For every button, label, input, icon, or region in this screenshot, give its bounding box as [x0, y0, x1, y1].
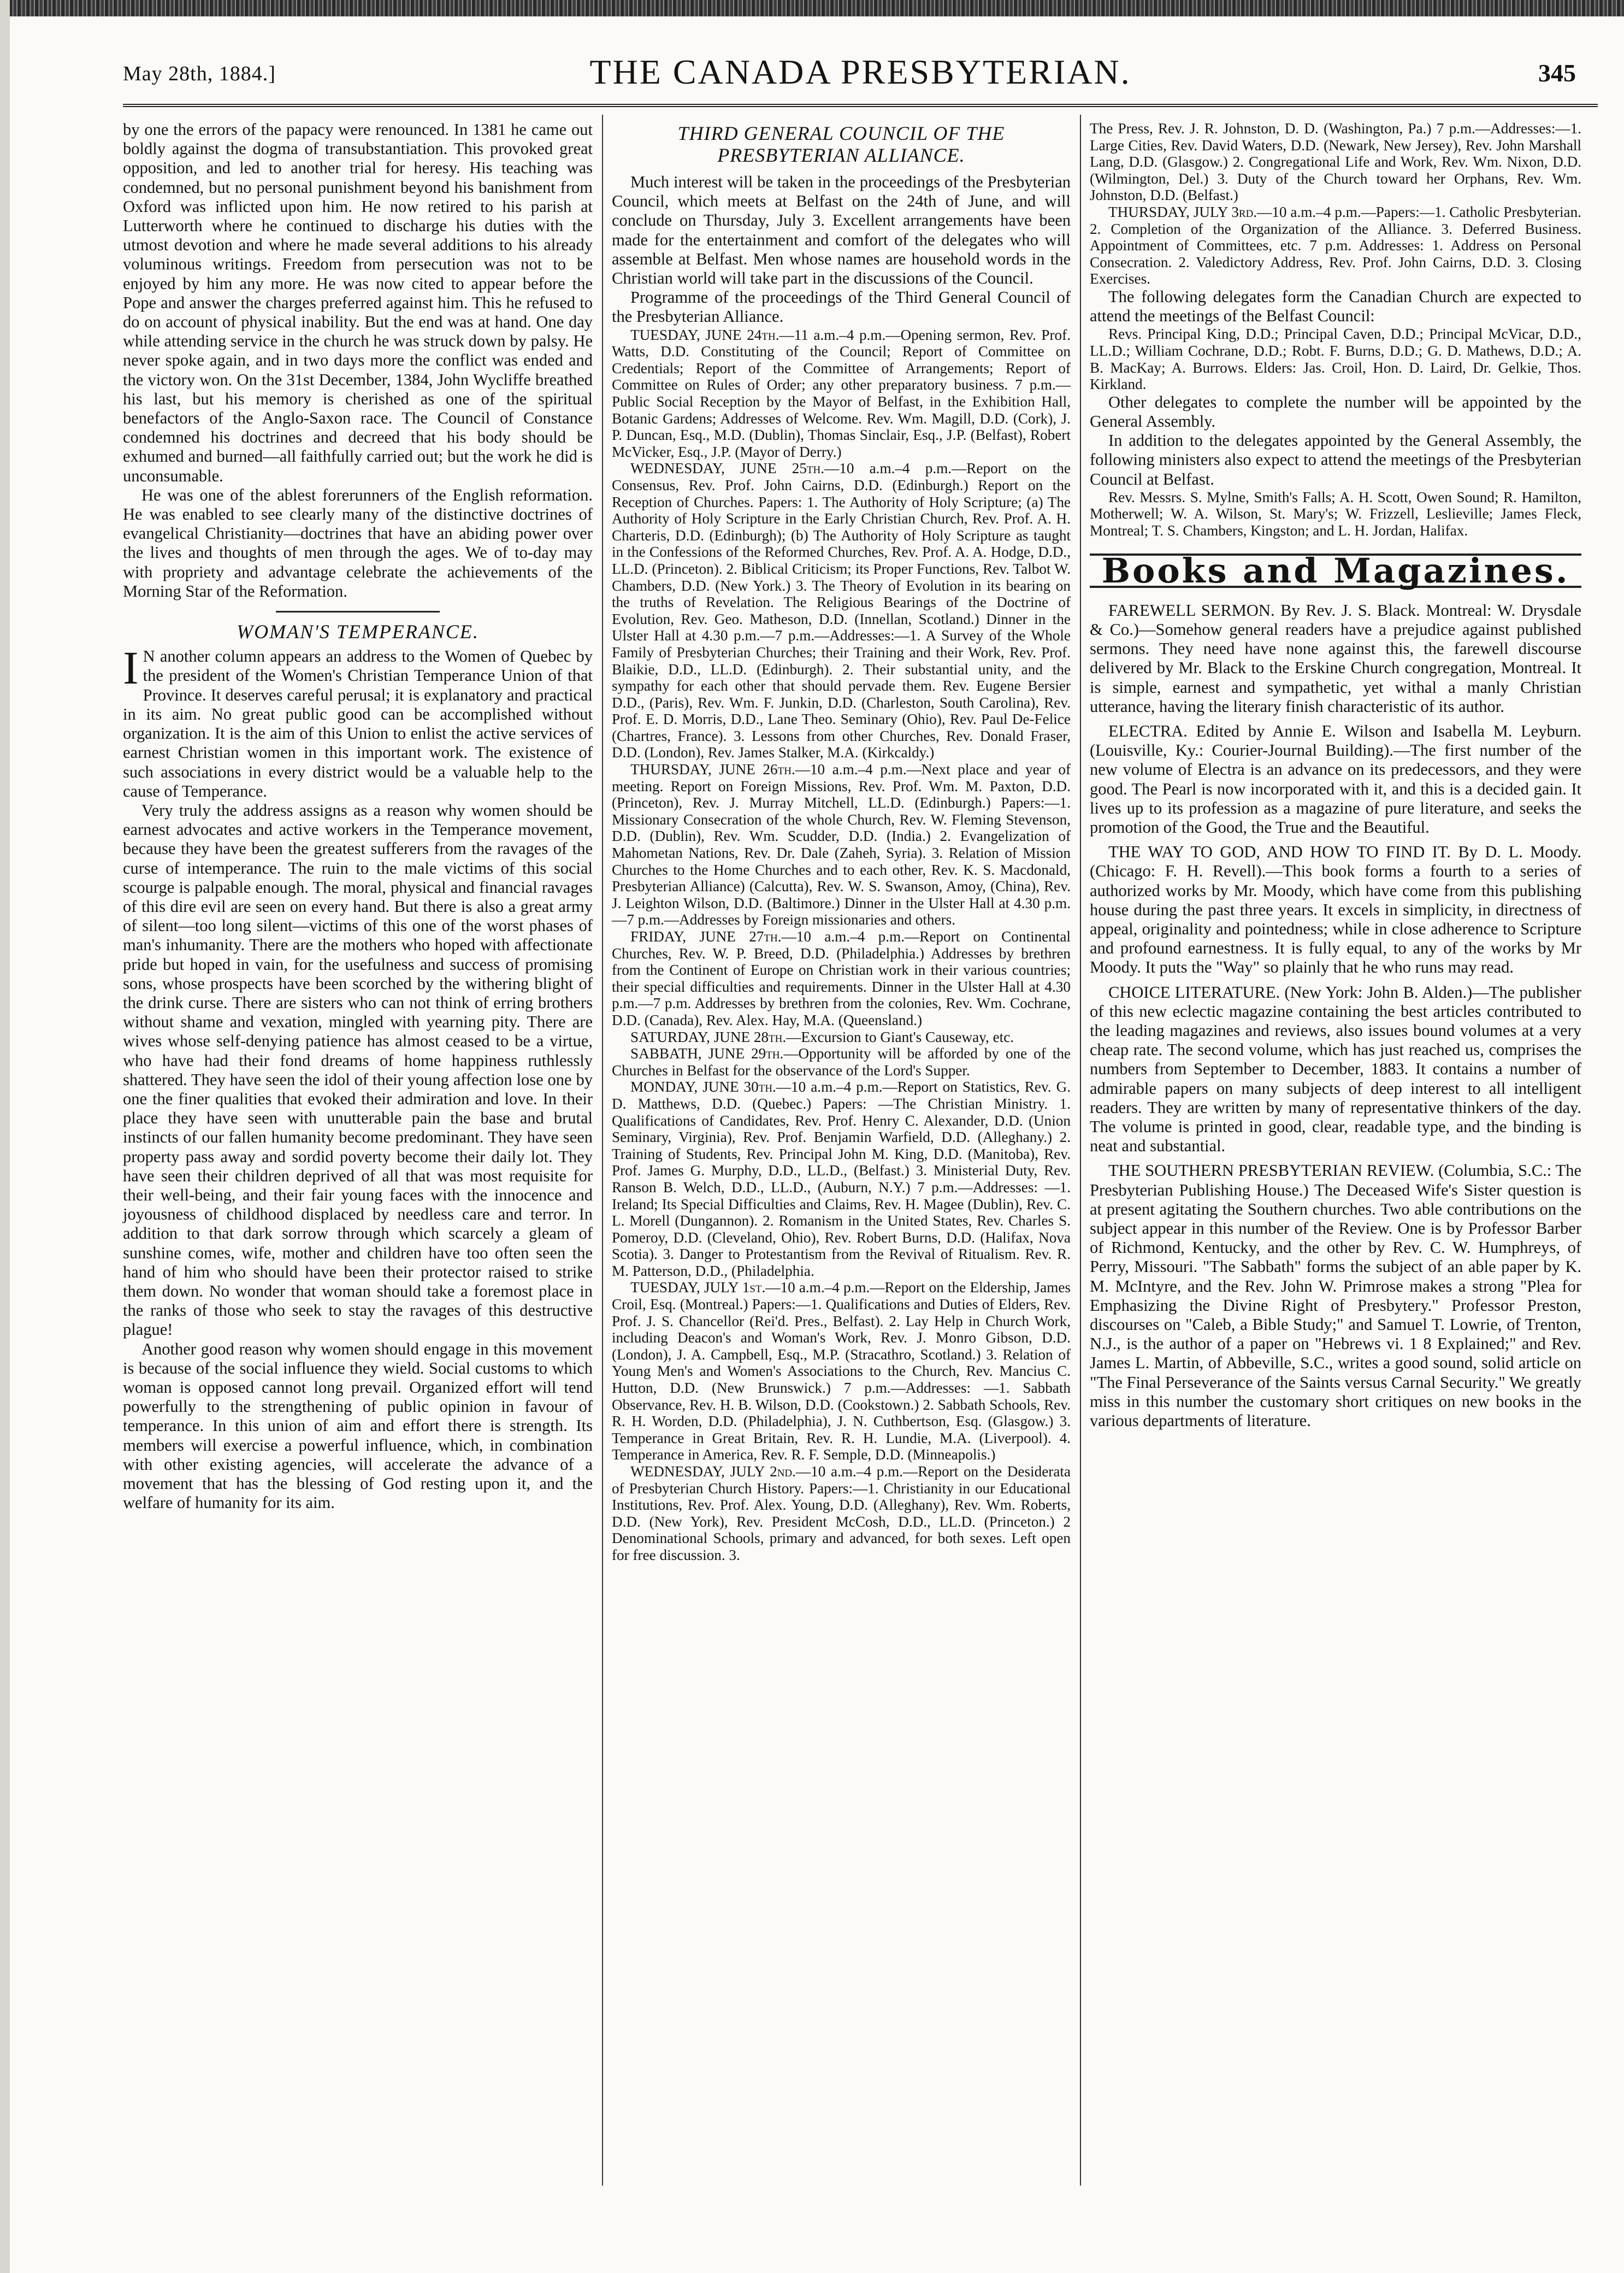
day-text: —10 a.m.–4 p.m.—Papers:—1. Catholic Presbyterian. 2. Completion of the Organization of the Alliance. 3. Deferred Business. Appointment of Committees, etc. 7 p.m. Addresses: 1. Address on Personal Consecration. 2. Valedictory Address, Rev. Prof. John Cairns, D.D. 3. Closing Exercises.: [1090, 203, 1581, 287]
column-divider-1: [602, 115, 603, 2186]
day-text: —Opportunity will be afforded by one of the Churches in Belfast for the observance of the Lord's Supper.: [612, 1045, 1071, 1079]
day-heading: THURSDAY, JULY 3rd.: [1108, 203, 1257, 220]
review-text: (New York: John B. Alden.)—The publisher of this new eclectic magazine containing the best articles contributed to the leading magazines and reviews, also issues bound volumes at a very cheap rate. The second volume, which has just reached us, comprises the numbers from September to December, 1883. It contains a number of admirable papers on many subjects of deep interest to all intelligent readers. They are written by many of representative thinkers of the day. The volume is printed in good, clear, readable type, and the binding is neat and substantial.: [1090, 982, 1581, 1156]
programme-day: [612, 928, 1071, 1029]
review-title: CHOICE LITERATURE.: [1108, 982, 1280, 1002]
wycliffe-paragraph-1: by one the errors of the papacy were renounced. In 1381 he came out boldly against the dogma of transubstantiation. This provoked great opposition, and led to another trial for heresy. His teaching was condemned, but no personal punishment beyond his banishment from Oxford was inflicted upon him. He now retired to his parish at Lutterworth where he continued to discharge his duties with the utmost devotion and where he made several additions to his already voluminous writings. Freedom from persecution was not to be enjoyed by him any more. He was now cited to appear before the Pope and answer the charges preferred against him. This he refused to do on account of physical inability. But the end was at hand. One day while attending service in the church he was struck down by palsy. He never spoke again, and in two days more the conflict was ended and the victory won. On the 31st December, 1384, John Wycliffe breathed his last, but his memory is cherished as one of the spiritual benefactors of the Anglo-Saxon race. The Council of Constance condemned his doctrines and decreed that his body should be exhumed and burned—all faithfully carried out; but the work he did is unconsumable.: [123, 120, 593, 485]
books-and-magazines-heading: [1090, 550, 1581, 591]
programme-day: [612, 460, 1071, 761]
day-text: —10 a.m.–4 p.m.—Next place and year of meeting. Report on Foreign Missions, Rev. Prof. Wm. M. Paxton, D.D. (Princeton), Rev. J. Murray Mitchell, LL.D. (Edinburgh.) Papers:—1. Missionary Consecration of the whole Church, Rev. W. Fleming Stevenson, D.D. (Dublin), Rev. Wm. Scudder, D.D. (India.) 2. Evangelization of Mahometan Nations, Rev. Dr. Dale (Zaheh, Syria). 3. Relation of Mission Churches to the Home Churches and to each other, Rev. K. S. Macdonald, Presbyterian Alliance) (Calcutta), Rev. W. S. Swanson, Amoy, (China), Rev. J. Leighton Wilson, D.D. (Baltimore.) Dinner in the Ulster Hall at 4.30 p.m.—7 p.m.—Addresses by Foreign missionaries and others.: [612, 761, 1071, 928]
day-text: —Excursion to Giant's Causeway, etc.: [786, 1028, 1014, 1045]
newspaper-title: THE CANADA PRESBYTERIAN.: [589, 52, 1131, 91]
other-delegates: Other delegates to complete the number will be appointed by the General Assembly.: [1090, 392, 1581, 431]
book-review: [1090, 983, 1581, 1156]
temperance-paragraph-1-text: N another column appears an address to the Women of Quebec by the president of the Women's Christian Temperance Union of that Province. It deserves careful perusal; it is explanatory and practical in its aim. No great public good can be accomplished without organization. It is the aim of this Union to enlist the active services of earnest Christian women in this important work. The existence of such associations in every district would be a valuable help to the cause of Temperance.: [123, 647, 593, 800]
programme-day: [612, 1463, 1071, 1564]
day-heading: TUESDAY, JUNE 24th.: [630, 326, 779, 343]
page-top-edge: [0, 0, 1624, 16]
reviews-list: [1090, 601, 1581, 1431]
column-2: [612, 120, 1071, 1564]
day-heading: MONDAY, JUNE 30th.: [630, 1079, 776, 1096]
review-title: FAREWELL SERMON.: [1108, 600, 1275, 620]
thursday-july-3: [1090, 204, 1581, 287]
review-title: ELECTRA.: [1108, 721, 1188, 740]
temperance-paragraph-1: [123, 641, 593, 801]
council-programme: [612, 327, 1071, 1564]
section-separator: [276, 611, 440, 613]
womans-temperance-title: WOMAN'S TEMPERANCE.: [237, 621, 479, 643]
day-heading: WEDNESDAY, JUNE 25th.: [630, 460, 825, 477]
day-heading: SABBATH, JUNE 29th.: [630, 1045, 784, 1062]
day-heading: TUESDAY, JULY 1st.: [630, 1279, 766, 1296]
header-rule: [123, 104, 1598, 107]
review-text: Edited by Annie E. Wilson and Isabella M. Leyburn. (Louisville, Ky.: Courier-Journal Building).—The first number of the new volume of Electra is an advance on its predecessors, and they were good. The Pearl is now incorporated with it, and this is a decided gain. It lives up to its profession as a magazine of pure literature, and seeks the promotion of the Good, the True and the Beautiful.: [1090, 721, 1581, 837]
day-text: —10 a.m.–4 p.m.—Report on Statistics, Rev. G. D. Matthews, D.D. (Quebec.) Papers: —The Christian Ministry. 1. Qualifications of Candidates, Rev. Prof. Henry C. Alexander, D.D. (Union Seminary, Virginia), Rev. Prof. Benjamin Warfield, D.D. (Alleghany.) 2. Training of Students, Rev. Principal John M. King, D.D. (Manitoba), Rev. Prof. James G. Murphy, D.D., LL.D., (Belfast.) 3. Ministerial Duty, Rev. Ranson B. Welch, D.D., LL.D., (Auburn, N.Y.) 7 p.m.—Addresses: —1. Ireland; Its Special Difficulties and Claims, Rev. H. Magee (Dublin), Rev. C. L. Morell (Dungannon). 2. Romanism in the United States, Rev. Charles S. Pomeroy, D.D. (Cleveland, Ohio), Rev. Robert Burns, D.D. (Halifax, Nova Scotia). 3. Danger to Protestantism from the Revival of Ritualism. Rev. R. M. Patterson, D.D., (Philadelphia.: [612, 1079, 1071, 1279]
day-heading: SATURDAY, JUNE 28th.: [630, 1028, 787, 1045]
review-title: THE WAY TO GOD, AND HOW TO FIND IT.: [1108, 843, 1451, 862]
page-left-edge: [0, 0, 10, 2273]
page-number: 345: [1538, 59, 1576, 87]
column-3: [1090, 120, 1581, 1436]
programme-day: [612, 1079, 1071, 1279]
review-text: By D. L. Moody. (Chicago: F. H. Revell).—This book forms a fourth to a series of authorized works by Mr. Moody, which have come from this publishing house during the past three years. It excels in simplicity, in directness of appeal, originality and pointedness; while in close adherence to Scripture and profound earnestness. It is fully equal, to any of the works by Mr Moody. It puts the "Way" so plainly that he who runs may read.: [1090, 843, 1581, 977]
page-header: [123, 52, 1598, 96]
day-text: —10 a.m.–4 p.m.—Report on Continental Churches, Rev. W. P. Breed, D.D. (Philadelphia.) Addresses by brethren from the Continent of Europe on Christian work in their various countries; their special difficulties and requirements. Dinner in the Ulster Hall at 4.30 p.m.—7 p.m. Addresses by brethren from the colonies, Rev. Wm. Cochrane, D.D. (Canada), Rev. Alex. Hay, M.A. (Queensland.): [612, 928, 1071, 1028]
book-review: [1090, 1161, 1581, 1430]
day-text: —11 a.m.–4 p.m.—Opening sermon, Rev. Prof. Watts, D.D. Constituting of the Council; Report of Committee on Credentials; Report of the Committee of Arrangements; Report of Committee on Rules of Order; any other preparatory business. 7 p.m.—Public Social Reception by the Mayor of Belfast, in the Exhibition Hall, Botanic Gardens; Addresses of Welcome. Rev. Wm. Magill, D.D. (Cork), J. P. Duncan, Esq., M.D. (Dublin), Thomas Sinclair, Esq., J.P. (Belfast), Robert McVicker, Esq., J.P. (Mayor of Derry.): [612, 326, 1071, 460]
delegates-intro: The following delegates form the Canadian Church are expected to attend the meetings of the Belfast Council:: [1090, 287, 1581, 326]
programme-day: [612, 1029, 1071, 1046]
delegates-list: Revs. Principal King, D.D.; Principal Caven, D.D.; Principal McVicar, D.D., LL.D.; William Cochrane, D.D.; Robt. F. Burns, D.D.; G. D. Mathews, D.D.; A. B. MacKay; A. Burrows. Elders: Jas. Croil, Hon. D. Laird, Dr. Gelkie, Thos. Kirkland.: [1090, 326, 1581, 393]
review-text: (Columbia, S.C.: The Presbyterian Publishing House.) The Deceased Wife's Sister question is at present agitating the Southern churches. Two able contributions on the subject appear in this number of the Review. One is by Professor Barber of Richmond, Kentucky, and the other by Rev. C. W. Humphreys, of Perry, Missouri. "The Sabbath" forms the subject of an able paper by K. M. McIntyre, and the Rev. John W. Primrose makes a strong "Plea for Emphasizing the Divine Right of Presbytery." Professor Preston, discourses on "Caleb, a Bible Study;" and Samuel T. Lowrie, of Trenton, N.J., is the author of a paper on "Hebrews vi. 1 8 Explained;" and Rev. James L. Martin, of Abbeville, S.C., writes a good sound, solid article on "The Final Perseverance of the Saints versus Carnal Security." We greatly miss in this number the customary short critiques on new books in the various departments of literature.: [1090, 1161, 1581, 1430]
day-heading: FRIDAY, JUNE 27th.: [630, 928, 782, 945]
day-text: —10 a.m.–4 p.m.—Report on the Eldership, James Croil, Esq. (Montreal.) Papers:—1. Qualifications and Duties of Elders, Rev. Prof. J. S. Chancellor (Rei'd. Pres., Belfast). 2. Lay Help in Church Work, including Deacon's and Woman's Work, Rev. J. Monro Gibson, D.D. (London), J. A. Campbell, Esq., M.P. (Stracathro, Scotland.) 3. Relation of Young Men's and Women's Associations to the Church, Rev. Mancius C. Hutton, D.D. (New Brunswick.) 7 p.m.—Addresses: —1. Sabbath Observance, Rev. H. B. Wilson, D.D. (Cookstown.) 2. Sabbath Schools, Rev. R. H. Worden, D.D. (Philadelphia), J. N. Cuthbertson, Esq. (Glasgow.) 3. Temperance in Great Britain, Rev. R. H. Lundie, M.A. (Liverpool). 4. Temperance in America, Rev. R. F. Semple, D.D. (Minneapolis.): [612, 1279, 1071, 1463]
column-1: [123, 120, 593, 1512]
day-heading: WEDNESDAY, JULY 2nd.: [630, 1463, 796, 1480]
programme-day: [612, 761, 1071, 928]
wycliffe-paragraph-2: He was one of the ablest forerunners of the English reformation. He was enabled to see clearly many of the distinctive doctrines of evangelical Christianity—doctrines that have an abiding power over the lives and thoughts of men through the ages. We of to-day may with propriety and advantage celebrate the achievements of the Morning Star of the Reformation.: [123, 485, 593, 600]
temperance-paragraph-2: Very truly the address assigns as a reason why women should be earnest advocates and active workers in the Temperance movement, because they have been the greatest sufferers from the ravages of the curse of intemperance. The ruin to the male victims of this social scourge is palpable enough. The moral, physical and financial ravages of this dire evil are seen on every hand. But there is also a great army of silent—too long silent—victims of this one of the worst phases of man's inhumanity. There are the mothers who hoped with affectionate pride but hoped in vain, for the usefulness and success of promising sons, whose prospects have been scorched by the withering blight of the drink curse. There are sisters who can not think of erring brothers without shame and vexation, mingled with yearning pity. There are wives whose self-denying patience has almost ceased to be a virtue, who have had their fond dreams of home happiness ruthlessly shattered. They have seen the idol of their young affection lose one by one the finer qualities that evoked their admiration and love. In their place they have seen with unutterable pain the base and brutal instincts of our fallen humanity become predominant. They have seen property pass away and sordid poverty become their daily lot. They have seen their children deprived of all that was most requisite for their well-being, and their fair young faces with the innocence and joyousness of childhood displaced by needless care and terror. In addition to that dark sorrow through which scarcely a gleam of sunshine comes, wife, mother and children have too often seen the hand of him who should have been their protector raised to strike them down. No wonder that woman should take a foremost place in the ranks of those who seek to stay the ravages of this destructive plague!: [123, 800, 593, 1339]
day-heading: THURSDAY, JUNE 26th.: [630, 761, 795, 778]
book-review: [1090, 601, 1581, 716]
programme-day: [612, 1045, 1071, 1079]
council-title: THIRD GENERAL COUNCIL OF THE PRESBYTERIAN ALLIANCE.: [677, 122, 1005, 166]
drop-cap: I: [123, 641, 139, 694]
review-title: THE SOUTHERN PRESBYTERIAN REVIEW.: [1108, 1161, 1434, 1180]
programme-continued: The Press, Rev. J. R. Johnston, D. D. (Washington, Pa.) 7 p.m.—Addresses:—1. Large Cities, Rev. David Waters, D.D. (Newark, New Jersey), Rev. John Marshall Lang, D.D. (Glasgow.) 2. Congregational Life and Work, Rev. Wm. Nixon, D.D. (Wilmington, Del.) 3. Duty of the Church toward her Orphans, Rev. Wm. Johnston, D.D. (Belfast.): [1090, 120, 1581, 204]
council-intro-1: Much interest will be taken in the proceedings of the Presbyterian Council, which meets at Belfast on the 24th of June, and will conclude on Thursday, July 3. Excellent arrangements have been made for the entertainment and comfort of the delegates who will assemble at Belfast. Men whose names are household words in the Christian world will take part in the discussions of the Council.: [612, 173, 1071, 288]
day-text: —10 a.m.–4 p.m.—Report on the Consensus, Rev. Prof. John Cairns, D.D. (Edinburgh.) Report on the Reception of Churches. Papers: 1. The Authority of Holy Scripture; (a) The Authority of Holy Scripture in the Early Christian Church, Rev. Prof. A. H. Charteris, D.D. (Edinburgh); (b) The Authority of Holy Scripture as taught in the Confessions of the Reformed Churches, Rev. Prof. A. A. Hodge, D.D., LL.D. (Princeton). 2. Biblical Criticism; its Proper Functions, Rev. Talbot W. Chambers, D.D. (New York.) 3. The Theory of Evolution in its bearing on the truths of Revelation. The Religious Bearings of the Doctrine of Evolution, Rev. Geo. Matheson, D.D. (Innellan, Scotland.) Dinner in the Ulster Hall at 4.30 p.m.—7 p.m.—Addresses:—1. A Survey of the Whole Family of Presbyterian Churches; their Training and their Work, Rev. Prof. Blaikie, D.D., LL.D. (Edinburgh). 2. Their substantial unity, and the sympathy for each other that should pervade them. Rev. Eugene Bersier D.D., (Paris), Rev. Wm. F. Junkin, D.D. (Charleston, South Carolina), Rev. Prof. E. D. Morris, D.D., Lane Theo. Seminary (Ohio), Rev. Paul De-Felice (Chartres, France). 3. Lessons from other Churches, Rev. Donald Fraser, D.D. (London), Rev. James Stalker, M.A. (Kirkcaldy.): [612, 460, 1071, 761]
book-review: [1090, 843, 1581, 977]
programme-day: [612, 1279, 1071, 1463]
programme-day: [612, 327, 1071, 461]
ministers-list: Rev. Messrs. S. Mylne, Smith's Falls; A. H. Scott, Owen Sound; R. Hamilton, Motherwell; W. A. Wilson, St. Mary's; W. Frizzell, Leslieville; James Fleck, Montreal; T. S. Chambers, Kingston; and L. H. Jordan, Halifax.: [1090, 488, 1581, 539]
book-review: [1090, 722, 1581, 837]
column-divider-2: [1080, 115, 1081, 2186]
day-text: —10 a.m.–4 p.m.—Report on the Desiderata of Presbyterian Church History. Papers:—1. Christianity in our Educational Institutions, Rev. Prof. Alex. Young, D.D. (Alleghany), Rev. Wm. Roberts, D.D. (New York), Rev. President McCosh, D.D., LL.D. (Princeton.) 2 Denominational Schools, primary and advanced, for both sexes. Left open for free discussion. 3.: [612, 1463, 1071, 1563]
review-text: By Rev. J. S. Black. Montreal: W. Drysdale & Co.)—Somehow general readers have a prejudice against published sermons. They need have none against this, the farewell discourse delivered by Mr. Black to the Erskine Church congregation, Montreal. It is simple, earnest and sympathetic, yet withal a manly Christian utterance, having the literary finish characteristic of its author.: [1090, 600, 1581, 716]
books-heading-text: Books and Magazines.: [1101, 550, 1570, 591]
additional-ministers-intro: In addition to the delegates appointed by the General Assembly, the following ministers also expect to attend the meetings of the Presbyterian Council at Belfast.: [1090, 431, 1581, 488]
temperance-paragraph-3: Another good reason why women should engage in this movement is because of the social influence they wield. Social customs to which woman is opposed cannot long prevail. Organized effort will tend powerfully to the strengthening of public opinion in favour of temperance. In this union of aim and effort there is strength. Its members will exercise a powerful influence, which, in combination with other existing agencies, will accelerate the advance of a movement that has the blessing of God resting upon it, and the welfare of humanity for its aim.: [123, 1339, 593, 1512]
issue-date: May 28th, 1884.]: [123, 62, 276, 85]
council-intro-2: Programme of the proceedings of the Third General Council of the Presbyterian Alliance.: [612, 288, 1071, 326]
